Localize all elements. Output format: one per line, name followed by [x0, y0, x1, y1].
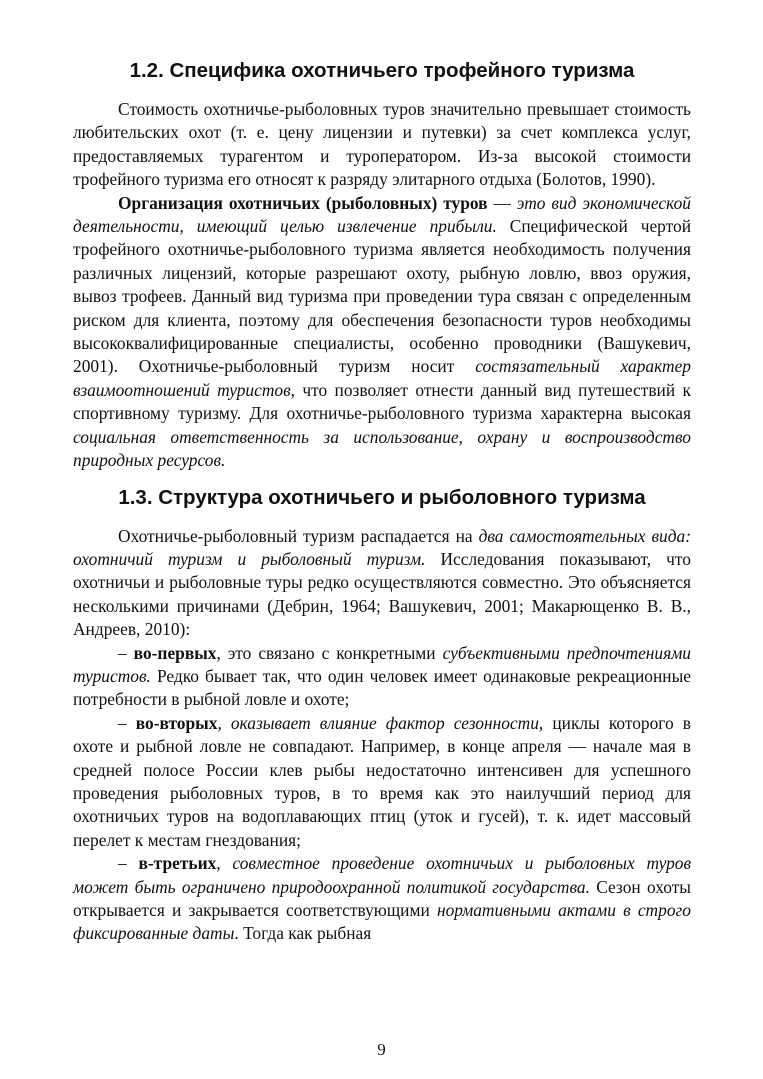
list-marker-bold: во-первых — [133, 642, 217, 663]
paragraph — [73, 98, 691, 192]
page-number: 9 — [377, 1040, 386, 1059]
emphasis-italic: социальная ответственность за использование, охрану и воспроизводство природных ресурсов. — [73, 426, 691, 471]
text-run: Охотничье-рыболовный туризм распадается на — [118, 525, 479, 546]
text-run: Стоимость охотничье-рыболовных туров значительно превышает стоимость любительских охот (т. е. цену лицензии и путевки) за счет комплекса услуг, предоставляемых турагентом и туроператором. Из-за высокой стоимости трофейного туризма его относят к разряду элитарного отдыха (Болотов, 1990). — [73, 99, 691, 190]
text-run: , что позволяет отнести данный вид путешествий к спортивному туризму. Для охотничье-рыболовного туризма характерна высокая — [73, 379, 691, 424]
emphasis-italic: , оказывает влияние фактор сезонности — [217, 712, 539, 733]
paragraph — [73, 525, 691, 642]
emphasis-italic: нормативными актами в строго фиксированные даты — [73, 900, 691, 944]
list-dash: – — [118, 712, 136, 733]
list-dash: – — [118, 853, 139, 874]
text-run: Специфической чертой трофейного охотничье-рыболовного туризма является необходимость получения различных лицензий, которые разрешают охоту, рыбную ловлю, ввоз оружия, вывоз трофеев. Данный вид туризма при проведении тура связан с определенным риском для клиента, поэтому для обеспечения безопасности туров необходимы высококвалифицированные специалисты, особенно проводники (Вашукевич, 2001). Охотничье-рыболовный туризм носит — [73, 216, 691, 377]
text-run: — — [487, 192, 517, 213]
list-paragraph — [73, 852, 691, 946]
emphasis-italic: два самостоятельных вида: охотничий туризм и рыболовный туризм. — [73, 525, 691, 569]
list-paragraph — [73, 642, 691, 712]
page-content — [73, 52, 691, 1052]
emphasis-italic: субъективными предпочтениями туристов. — [73, 642, 691, 686]
text-run: Исследования показывают, что охотничьи и рыболовные туры редко осуществляются совместно. Это объясняется несколькими причинами (Дебрин, 1964; Вашукевич, 2001; Макарющенко В. В., Андреев, 2010): — [73, 548, 691, 640]
list-paragraph — [73, 712, 691, 852]
emphasis-italic: , совместное проведение охотничьих и рыболовных туров может быть ограничено природоохранной политикой государства. — [73, 853, 692, 897]
term-bold: Организация охотничьих (рыболовных) туров — [118, 192, 488, 213]
list-marker-bold: в-третьих — [138, 853, 217, 874]
emphasis-italic: состязательный характер взаимоотношений туристов — [73, 356, 692, 400]
text-run: Редко бывает так, что один человек имеет одинаковые рекреационные потребности в рыбной ловле и охоте; — [73, 665, 691, 710]
text-run: , циклы которого в охоте и рыбной ловле не совпадают. Например, в конце апреля — начале мая в средней полосе России клев рыбы недостаточно интенсивен для успешного проведения рыболовных туров, в то время как это наилучший период для охотничьих туров на водоплавающих птиц (уток и гусей), т. к. идет массовый перелет к местам гнездования; — [73, 712, 691, 850]
list-marker-bold: во-вторых — [135, 712, 218, 733]
list-dash: – — [118, 642, 134, 663]
text-run: , это связано с конкретными — [216, 642, 443, 663]
text-run: Сезон охоты открывается и закрывается соответствующими — [73, 876, 691, 920]
section-heading-1-2: 1.2. Специфика охотничьего трофейного туризма — [129, 59, 635, 82]
section-heading-1-3: 1.3. Структура охотничьего и рыболовного туризма — [118, 485, 646, 509]
paragraph — [73, 192, 691, 473]
text-run: . Тогда как рыбная — [234, 923, 372, 944]
definition-italic: это вид экономической деятельности, имеющий целью извлечение прибыли. — [73, 192, 691, 237]
